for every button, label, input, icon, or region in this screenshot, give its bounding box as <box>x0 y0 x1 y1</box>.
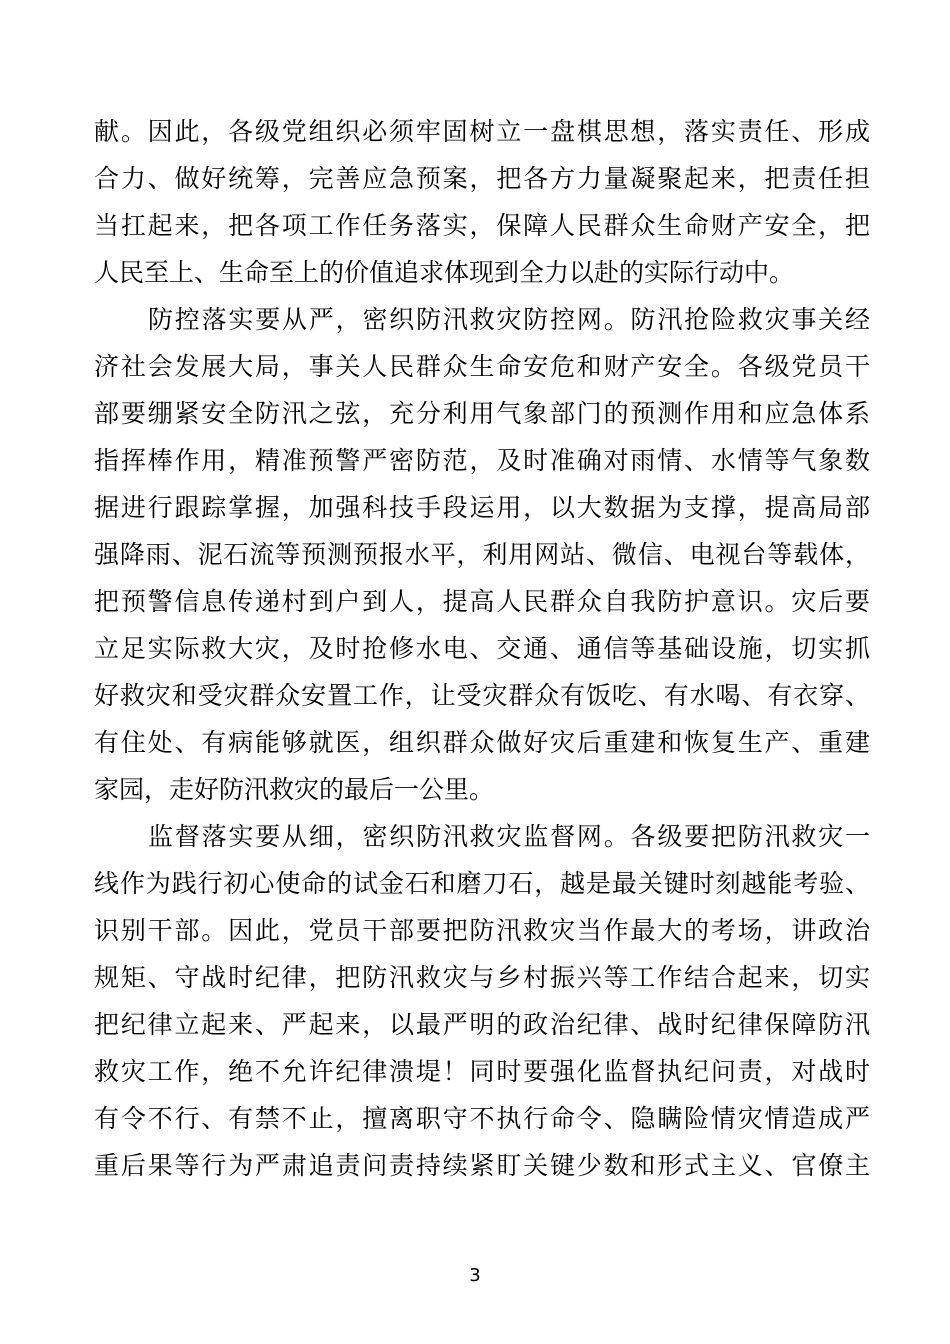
text-line: 立足实际救大灾，及时抢修水电、交通、通信等基础设施，切实抓 <box>94 634 870 663</box>
text-line: 救灾工作，绝不允许纪律溃堤！同时要强化监督执纪问责，对战时 <box>94 1057 870 1086</box>
text-line: 合力、做好统筹，完善应急预案，把各方力量凝聚起来，把责任担 <box>94 164 870 193</box>
text-line: 线作为践行初心使命的试金石和磨刀石，越是最关键时刻越能考验、 <box>94 869 870 898</box>
text-line: 据进行跟踪掌握，加强科技手段运用，以大数据为支撑，提高局部 <box>94 493 870 522</box>
text-line: 规矩、守战时纪律，把防汛救灾与乡村振兴等工作结合起来，切实 <box>94 963 870 992</box>
paragraph-start-line: 防控落实要从严，密织防汛救灾防控网。防汛抢险救灾事关经 <box>148 305 870 334</box>
text-line: 部要绷紧安全防汛之弦，充分利用气象部门的预测作用和应急体系 <box>94 399 870 428</box>
body-text <box>94 108 870 1189</box>
text-line: 把纪律立起来、严起来，以最严明的政治纪律、战时纪律保障防汛 <box>94 1010 870 1039</box>
text-line: 好救灾和受灾群众安置工作，让受灾群众有饭吃、有水喝、有衣穿、 <box>94 681 870 710</box>
text-line: 人民至上、生命至上的价值追求体现到全力以赴的实际行动中。 <box>94 258 795 287</box>
text-line: 家园，走好防汛救灾的最后一公里。 <box>94 775 495 804</box>
text-line: 把预警信息传递村到户到人，提高人民群众自我防护意识。灾后要 <box>94 587 870 616</box>
text-line: 有令不行、有禁不止，擅离职守不执行命令、隐瞒险情灾情造成严 <box>94 1104 870 1133</box>
text-line: 识别干部。因此，党员干部要把防汛救灾当作最大的考场，讲政治 <box>94 916 870 945</box>
paragraph-start-line: 监督落实要从细，密织防汛救灾监督网。各级要把防汛救灾一 <box>148 822 870 851</box>
text-line: 有住处、有病能够就医，组织群众做好灾后重建和恢复生产、重建 <box>94 728 870 757</box>
text-line: 当扛起来，把各项工作任务落实，保障人民群众生命财产安全，把 <box>94 211 870 240</box>
text-line: 强降雨、泥石流等预测预报水平，利用网站、微信、电视台等载体， <box>94 540 870 569</box>
page-number: 3 <box>469 1265 481 1286</box>
text-line: 济社会发展大局，事关人民群众生命安危和财产安全。各级党员干 <box>94 352 870 381</box>
text-line: 重后果等行为严肃追责问责持续紧盯关键少数和形式主义、官僚主 <box>94 1151 870 1180</box>
text-line: 指挥棒作用，精准预警严密防范，及时准确对雨情、水情等气象数 <box>94 446 870 475</box>
text-line: 献。因此，各级党组织必须牢固树立一盘棋思想，落实责任、形成 <box>94 117 870 146</box>
